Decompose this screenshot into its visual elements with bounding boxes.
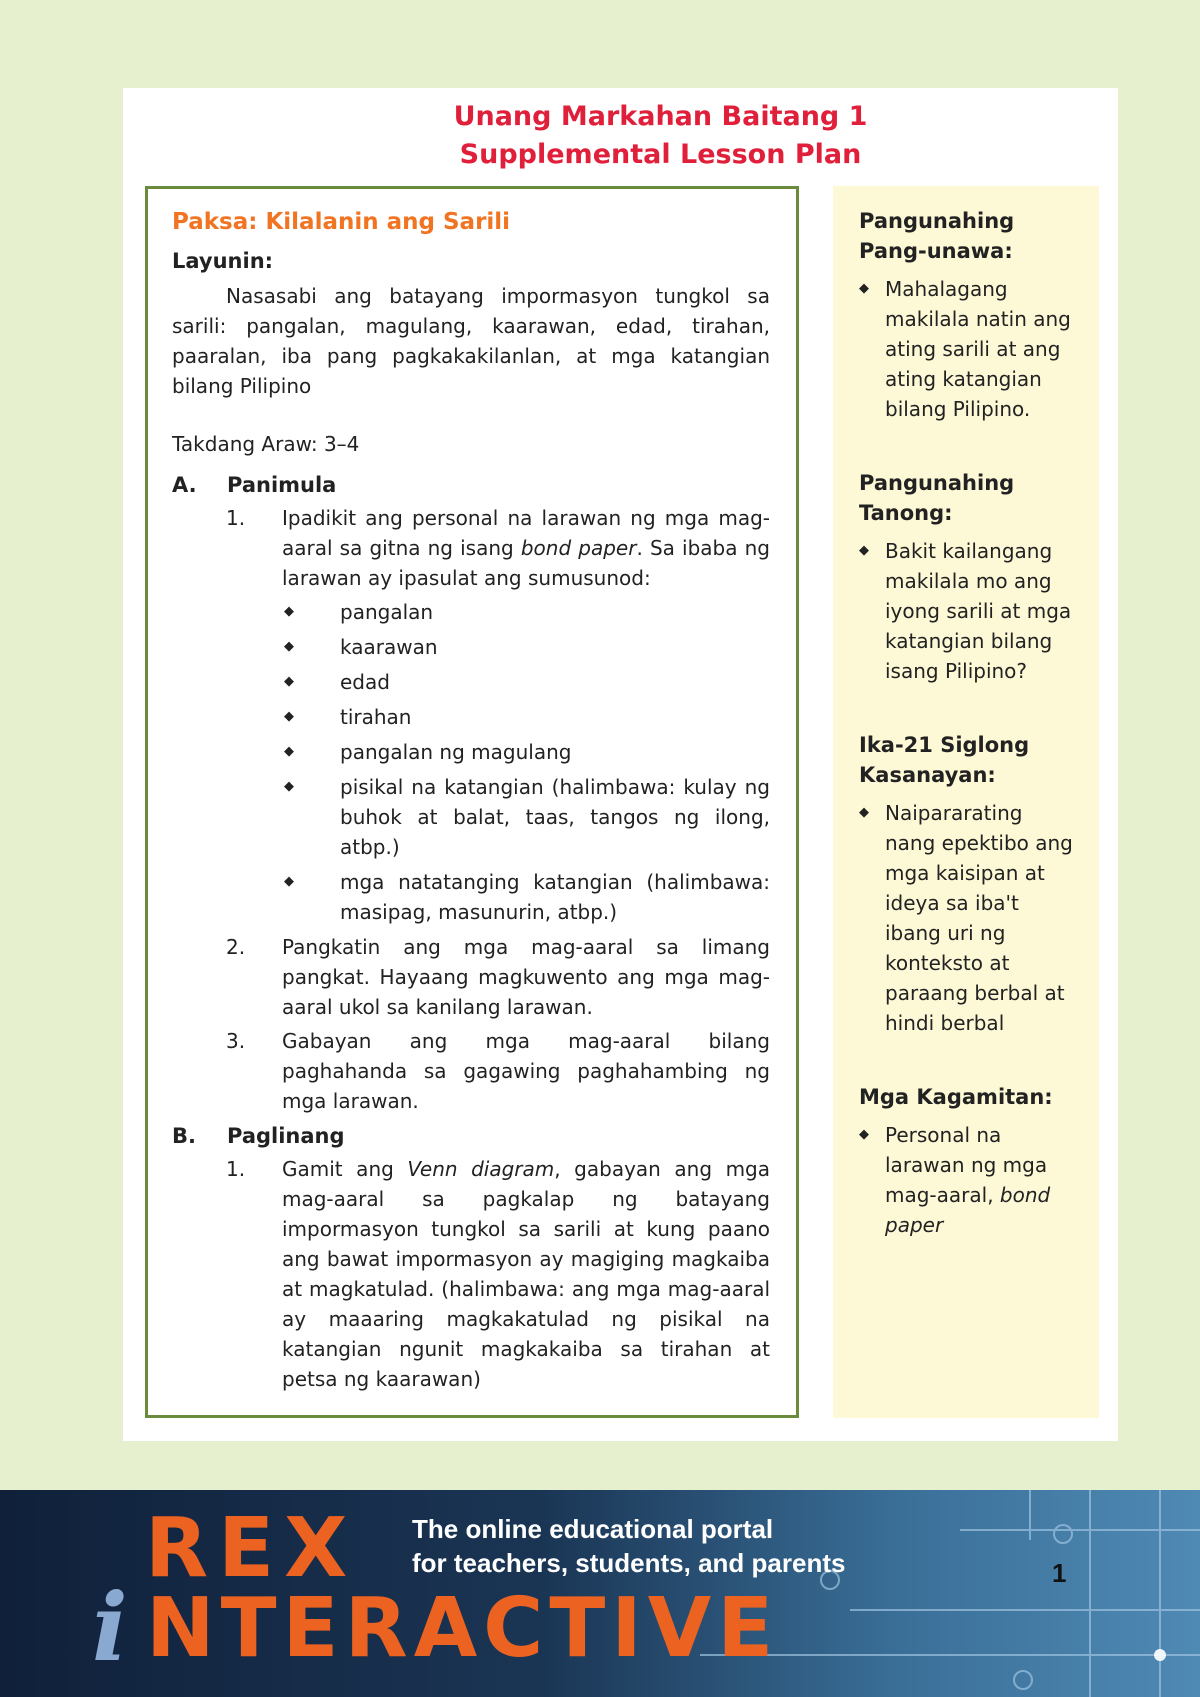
title-line-1: Unang Markahan Baitang 1	[453, 101, 868, 132]
list-item	[226, 932, 770, 1022]
sidebar-heading: Mga Kagamitan:	[859, 1085, 1053, 1109]
bullet-icon: ◆	[284, 604, 294, 619]
page-number: 1	[1052, 1558, 1067, 1588]
sidebar-item: ◆ Bakit kailangang makilala mo ang iyong sarili at mga katangian bilang isang Pilipino?	[859, 536, 1079, 686]
bullet-item: ◆ pisikal na katangian (halimbawa: kulay ng buhok at balat, taas, tangos ng ilong, atbp.)	[282, 772, 770, 862]
section-letter: B.	[172, 1124, 196, 1148]
sidebar-panel	[833, 186, 1099, 1418]
section-title: Paglinang	[227, 1124, 345, 1148]
bullet-item: ◆ kaarawan	[282, 632, 770, 662]
title-line-2: Supplemental Lesson Plan	[459, 139, 862, 170]
section-title: Panimula	[227, 473, 337, 497]
section-letter: A.	[172, 473, 197, 497]
list-item	[226, 1154, 770, 1394]
bullet-icon: ◆	[284, 639, 294, 654]
list-item	[226, 503, 770, 593]
item-text: Ipadikit ang personal na larawan ng mga mag-aaral sa gitna ng isang bond paper. Sa ibaba ng larawan ay ipasulat ang sumusunod:	[282, 506, 770, 590]
footer-banner	[0, 1490, 1200, 1697]
item-number: 1.	[226, 1157, 246, 1181]
item-number: 3.	[226, 1029, 246, 1053]
topic-heading: Paksa: Kilalanin ang Sarili	[172, 209, 511, 235]
logo-rex: REX	[145, 1501, 358, 1596]
sidebar-item: ◆ Mahalagang makilala natin ang ating sarili at ang ating katangian bilang Pilipino.	[859, 274, 1079, 424]
duration-text: Takdang Araw: 3–4	[172, 432, 360, 456]
bullet-item: ◆ edad	[282, 667, 770, 697]
page-title	[123, 98, 1118, 174]
bullet-icon: ◆	[284, 779, 294, 794]
bullet-icon: ◆	[284, 744, 294, 759]
sidebar-item: ◆ Naipararating nang epektibo ang mga kaisipan at ideya sa iba't ibang uri ng konteksto at paraang berbal at hindi berbal	[859, 798, 1079, 1038]
logo-interactive: NTERACTIVE	[146, 1581, 780, 1676]
bullet-icon: ◆	[284, 874, 294, 889]
sidebar-heading: Pangunahing Pang-unawa:	[859, 209, 1015, 263]
bullet-icon: ◆	[284, 709, 294, 724]
bullet-icon: ◆	[284, 674, 294, 689]
page-sheet	[123, 88, 1118, 1441]
bullet-icon: ◆	[859, 1127, 869, 1142]
bullet-item: ◆ tirahan	[282, 702, 770, 732]
item-text: Gabayan ang mga mag-aaral bilang paghahanda sa gagawing paghahambing ng mga larawan.	[282, 1029, 770, 1113]
objective-label: Layunin:	[172, 249, 274, 273]
lesson-content-box	[145, 186, 799, 1418]
tagline: The online educational portal for teachers, students, and parents	[412, 1514, 846, 1578]
bullet-item: ◆ pangalan ng magulang	[282, 737, 770, 767]
section-b-heading	[172, 1120, 770, 1152]
bullet-icon: ◆	[859, 281, 869, 296]
bullet-item: ◆ pangalan	[282, 597, 770, 627]
item-number: 1.	[226, 506, 246, 530]
logo-i: i	[92, 1573, 128, 1683]
bullet-icon: ◆	[859, 805, 869, 820]
sidebar-heading: Pangunahing Tanong:	[859, 471, 1015, 525]
item-text: Gamit ang Venn diagram, gabayan ang mga mag-aaral sa pagkalap ng batayang impormasyon tungkol sa sarili at kung paano ang bawat impormasyon ay magiging magkaiba at magkatulad. (halimbawa: ang mga mag-aaral ay maaaring magkakatulad ng pisikal na katangian ngunit magkakaiba sa tirahan at petsa ng kaarawan)	[282, 1157, 771, 1391]
sidebar-item: ◆ Personal na larawan ng mga mag-aaral, bond paper	[859, 1120, 1079, 1240]
item-text: Pangkatin ang mga mag-aaral sa limang pangkat. Hayaang magkuwento ang mga mag-aaral ukol sa kanilang larawan.	[282, 935, 770, 1019]
sidebar-heading: Ika-21 Siglong Kasanayan:	[859, 733, 1030, 787]
section-a-heading	[172, 469, 770, 501]
item-number: 2.	[226, 935, 246, 959]
objective-text: Nasasabi ang batayang impormasyon tungkol sa sarili: pangalan, magulang, kaarawan, edad, tirahan, paaralan, iba pang pagkakakilanlan, at mga katangian bilang Pilipino	[172, 284, 770, 398]
bullet-item: ◆ mga natatanging katangian (halimbawa: masipag, masunurin, atbp.)	[282, 867, 770, 927]
list-item	[226, 1026, 770, 1116]
bullet-icon: ◆	[859, 543, 869, 558]
